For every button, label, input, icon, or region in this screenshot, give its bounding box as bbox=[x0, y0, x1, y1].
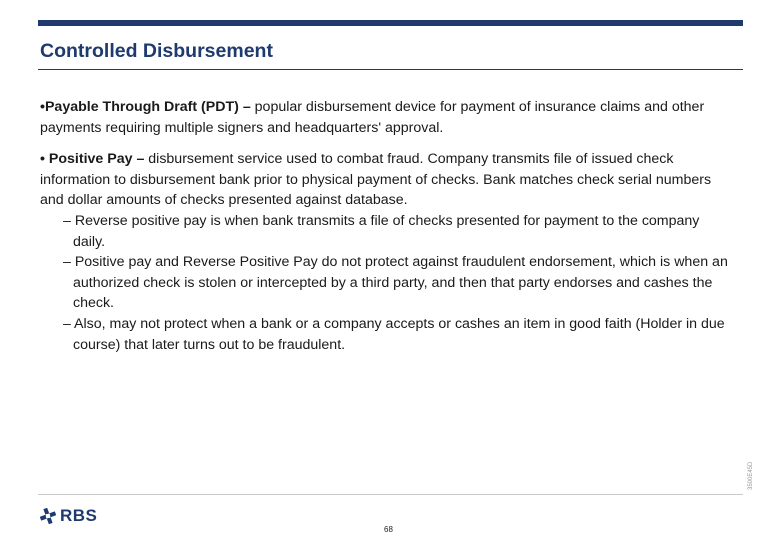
daisy-wheel-icon bbox=[40, 508, 56, 524]
bullet-text: disbursement service used to combat fraud. Company transmits file of issued check information to disbursement bank prior to physical payment of checks. Bank matches check serial numbers and dollar amounts of checks presented against database. bbox=[40, 151, 712, 209]
side-reference-code: 3500E45D bbox=[748, 461, 754, 490]
subpoint-endorsement: – Positive pay and Reverse Positive Pay do not protect against fraudulent endorsement, which is when an authorized check is stolen or intercepted by a third party, and then that party endorses and cashes the check. bbox=[63, 254, 728, 312]
rbs-logo bbox=[40, 506, 97, 526]
bullet-payable-through-draft bbox=[40, 97, 730, 138]
bullet-positive-pay bbox=[40, 149, 730, 211]
logo-wordmark: RBS bbox=[60, 506, 98, 525]
subpoint-good-faith: – Also, may not protect when a bank or a company accepts or cashes an item in good faith (Holder in due course) that later turns out to be fraudulent. bbox=[63, 315, 725, 353]
slide-title: Controlled Disbursement bbox=[40, 40, 273, 62]
page-number: 68 bbox=[384, 525, 393, 534]
bullet-term: • Positive Pay – bbox=[40, 151, 145, 168]
title-divider bbox=[38, 69, 743, 70]
slide-body bbox=[40, 97, 730, 355]
bullet-text: popular disbursement device for payment of insurance claims and other payments requiring multiple signers and headquarters' approval. bbox=[40, 99, 705, 136]
bullet-term: •Payable Through Draft (PDT) – bbox=[40, 99, 251, 115]
footer-divider bbox=[38, 494, 743, 495]
header-bar bbox=[38, 20, 743, 26]
subpoint-reverse-positive-pay: – Reverse positive pay is when bank transmits a file of checks presented for payment to the company daily. bbox=[63, 212, 700, 250]
